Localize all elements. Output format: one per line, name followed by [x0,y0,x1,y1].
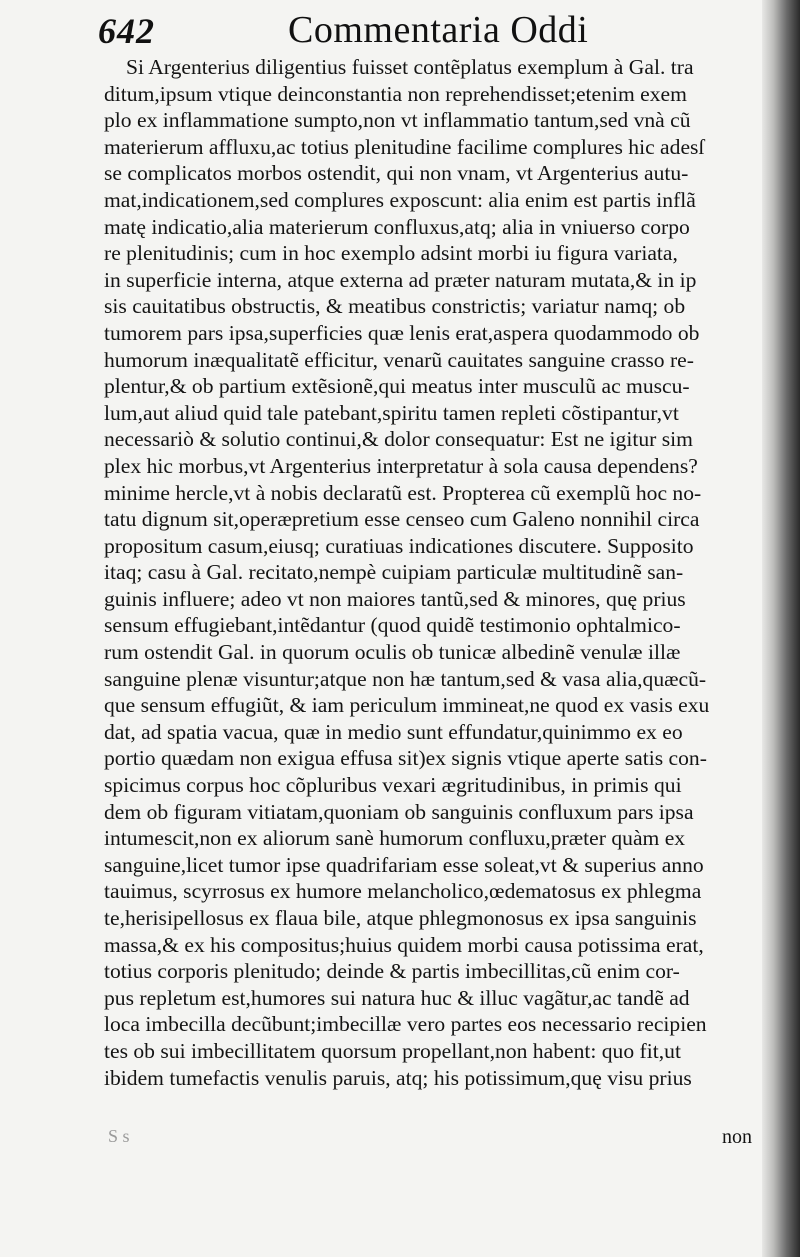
text-line: sanguine plenæ visuntur;atque non hæ tantum,sed & vasa alia,quæcũ- [104,666,707,691]
text-line: se complicatos morbos ostendit, qui non vnam, vt Argenterius autu- [104,161,689,186]
text-line: spicimus corpus hoc cõpluribus vexari ægritudinibus, in primis qui [104,773,682,798]
text-line: matę indicatio,alia materierum confluxus,atq; alia in vniuerso corpo [104,214,690,239]
text-line: ibidem tumefactis venulis paruis, atq; his potissimum,quę visu prius [104,1065,692,1090]
text-line: minime hercle,vt à nobis declaratũ est. Propterea cũ exemplũ hoc no- [104,480,702,505]
signature-mark: S s [108,1126,130,1146]
text-line: plex hic morbus,vt Argenterius interpretatur à sola causa dependens? [104,453,698,478]
text-line: totius corporis plenitudo; deinde & partis imbecillitas,cũ enim cor- [104,959,680,984]
text-line: re plenitudinis; cum in hoc exemplo adsint morbi iu figura variata, [104,241,678,266]
text-line: plo ex inflammatione sumpto,non vt inflammatio tantum,sed vnà cũ [104,108,691,133]
text-line: tes ob sui imbecillitatem quorsum propellant,non habent: quo fit,ut [104,1038,681,1063]
text-line: tatu dignum sit,operæpretium esse censeo cum Galeno nonnihil circa [104,507,700,532]
text-line: mat,indicationem,sed complures exposcunt: alia enim est partis inflã [104,187,696,212]
text-line: tauimus, scyrrosus ex humore melancholico,œdematosus ex phlegma [104,879,702,904]
body-text [104,54,764,1091]
text-line: necessariò & solutio continui,& dolor consequatur: Est ne igitur sim [104,427,693,452]
text-line: materierum affluxu,ac totius plenitudine facilime complures hic adesſ [104,134,705,159]
text-line: portio quædam non exigua effusa sit)ex signis vtique aperte satis con- [104,746,707,771]
text-line: loca imbecilla decũbunt;imbecillæ vero partes eos necessario recipien [104,1012,707,1037]
page-number: 642 [98,11,155,51]
text-line: in superficie interna, atque externa ad præter naturam mutata,& in ip [104,267,697,292]
page-header [98,6,738,50]
running-title: Commentaria Oddi [288,9,589,51]
text-line: sensum effugiebant,intẽdantur (quod quidẽ testimonio ophtalmico- [104,613,681,638]
text-line: rum ostendit Gal. in quorum oculis ob tunicæ albedinẽ venulæ illæ [104,640,681,665]
page-edge-shadow [762,0,800,1257]
text-line: que sensum effugiũt, & iam periculum immineat,ne quod ex vasis exu [104,693,710,718]
text-line: te,herisipellosus ex flaua bile, atque phlegmonosus ex ipsa sanguinis [104,906,697,930]
text-line: guinis influere; adeo vt non maiores tantũ,sed & minores, quę prius [104,586,686,611]
text-line: tumorem pars ipsa,superficies quæ lenis erat,aspera quodammodo ob [104,320,700,345]
text-line: plentur,& ob partium extẽsionẽ,qui meatus inter musculũ ac muscu- [104,374,690,399]
text-line: ditum,ipsum vtique deinconstantia non reprehendisset;etenim exem [104,81,687,106]
text-line: dem ob figuram vitiatam,quoniam ob sanguinis confluxum pars ipsa [104,799,694,824]
text-line: sanguine,licet tumor ipse quadrifariam esse soleat,vt & superius anno [104,852,704,877]
text-line: intumescit,non ex aliorum sanè humorum confluxu,præter quàm ex [104,826,686,851]
text-line: massa,& ex his compositus;huius quidem morbi causa potissima erat, [104,932,704,957]
text-line: lum,aut aliud quid tale patebant,spiritu tamen repleti cõstipantur,vt [104,400,679,425]
text-line: pus repletum est,humores sui natura huc & illuc vagãtur,ac tandẽ ad [104,985,690,1010]
text-line: itaq; casu à Gal. recitato,nempè cuipiam particulæ multitudinẽ san- [104,560,684,585]
text-line: propositum casum,eiusq; curatiuas indicationes discutere. Supposito [104,533,694,558]
text-line: Si Argenterius diligentius fuisset contẽplatus exemplum à Gal. tra [126,55,694,79]
text-line: dat, ad spatia vacua, quæ in medio sunt effundatur,quinimmo ex eo [104,719,683,744]
text-line: sis cauitatibus obstructis, & meatibus constrictis; variatur namq; ob [104,294,686,319]
text-line: humorum inæqualitatẽ efficitur, venarũ cauitates sanguine crasso re- [104,347,694,372]
catchword: non [722,1126,752,1148]
